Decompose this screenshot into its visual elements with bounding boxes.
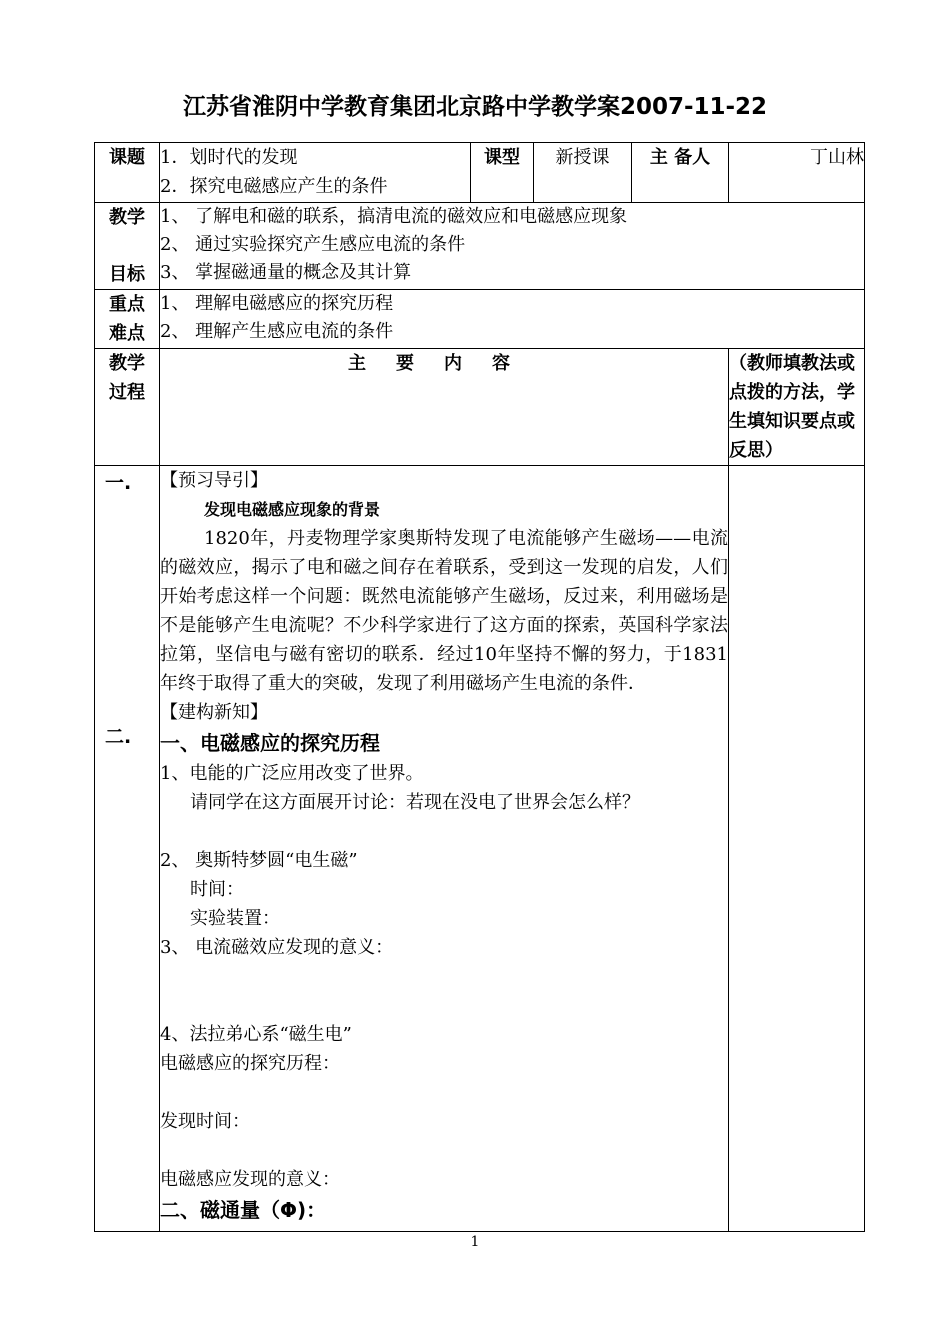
objective-item: 3、 掌握磁通量的概念及其计算	[160, 262, 412, 283]
objective-item: 2、 通过实验探究产生感应电流的条件	[160, 234, 466, 255]
item-2: 2、 奥斯特梦圆“电生磁”	[160, 850, 358, 871]
page-number: 1	[470, 1234, 480, 1250]
section1-title: 一、电磁感应的探究历程	[160, 731, 380, 755]
item-3: 3、 电流磁效应发现的意义：	[160, 937, 394, 958]
key-point-item: 1、 理解电磁感应的探究历程	[160, 293, 394, 314]
item-2-apparatus: 实验装置：	[190, 908, 280, 929]
topic-line-2: 2．探究电磁感应产生的条件	[160, 176, 388, 197]
objectives-list	[160, 203, 865, 290]
answer-space	[160, 1136, 728, 1165]
section-marks-cell	[95, 466, 160, 1232]
notes-column-body	[729, 466, 865, 1232]
section-mark-one: 一.	[105, 472, 132, 494]
process-label-top: 教学	[109, 353, 145, 374]
key-points-row	[95, 290, 865, 349]
key-points-label-top: 重点	[109, 294, 145, 315]
page-title: 江苏省淮阴中学教育集团北京路中学教学案2007-11-22	[182, 94, 768, 120]
objectives-label	[95, 203, 160, 290]
topic-line-1: 1．划时代的发现	[160, 147, 298, 168]
objectives-row	[95, 203, 865, 290]
preview-heading: 【预习导引】	[160, 470, 268, 491]
process-header-row	[95, 349, 865, 466]
author-label: 主 备人	[632, 143, 729, 203]
lesson-plan-table	[94, 142, 865, 1232]
construct-heading: 【建构新知】	[160, 702, 268, 723]
lesson-type-value: 新授课	[534, 143, 632, 203]
item-1: 1、电能的广泛应用改变了世界。	[160, 763, 424, 784]
header-row	[95, 143, 865, 203]
answer-space	[160, 817, 728, 846]
main-content	[160, 466, 729, 1232]
content-row	[95, 466, 865, 1232]
key-points-label	[95, 290, 160, 349]
answer-space	[160, 991, 728, 1020]
topic-cell	[160, 143, 471, 203]
key-points-label-bottom: 难点	[109, 323, 145, 344]
section2-title: 二、磁通量（Φ)：	[160, 1198, 327, 1222]
section-mark-two: 二.	[105, 726, 132, 748]
process-label-bottom: 过程	[109, 382, 145, 403]
notes-column-header: （教师填教法或点拨的方法，学生填知识要点或反思）	[729, 349, 865, 466]
item-4: 4、法拉弟心系“磁生电”	[160, 1024, 352, 1045]
objectives-label-bottom: 目标	[109, 264, 145, 285]
item-4-meaning: 电磁感应发现的意义：	[160, 1169, 340, 1190]
author-name: 丁山林	[729, 143, 865, 203]
process-label	[95, 349, 160, 466]
main-content-heading: 主要内容	[160, 349, 729, 466]
background-paragraph: 1820年，丹麦物理学家奥斯特发现了电流能够产生磁场——电流的磁效应，揭示了电和磁之间存在着联系，受到这一发现的启发，人们开始考虑这样一个问题：既然电流能够产生磁场，反过来，利用磁场是不是能够产生电流呢？不少科学家进行了这方面的探索，英国科学家法拉第，坚信电与磁有密切的联系．经过10年坚持不懈的努力，于1831年终于取得了重大的突破，发现了利用磁场产生电流的条件．	[160, 528, 728, 694]
objective-item: 1、 了解电和磁的联系，搞清电流的磁效应和电磁感应现象	[160, 206, 628, 227]
item-4-history: 电磁感应的探究历程：	[160, 1053, 340, 1074]
answer-space	[160, 962, 728, 991]
answer-space	[160, 1078, 728, 1107]
objectives-label-top: 教学	[109, 207, 145, 228]
item-1-prompt: 请同学在这方面展开讨论：若现在没电了世界会怎么样？	[190, 792, 640, 813]
lesson-type-label: 课型	[471, 143, 534, 203]
item-4-time: 发现时间：	[160, 1111, 250, 1132]
item-2-time: 时间：	[190, 879, 244, 900]
key-points-list	[160, 290, 865, 349]
key-point-item: 2、 理解产生感应电流的条件	[160, 321, 394, 342]
background-title: 发现电磁感应现象的背景	[204, 500, 381, 519]
topic-label: 课题	[95, 143, 160, 203]
